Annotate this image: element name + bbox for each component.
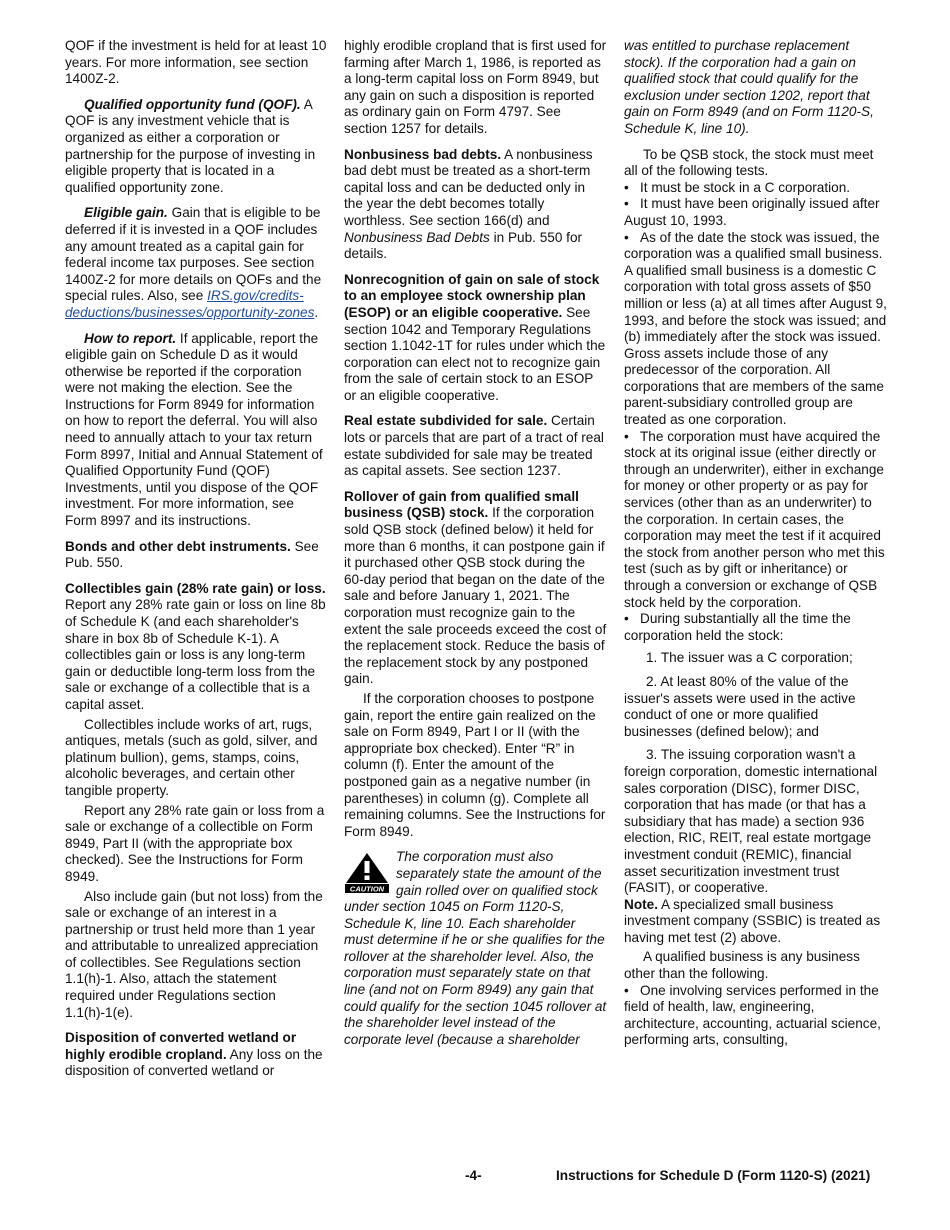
- qsb-tests-intro: [624, 147, 887, 180]
- bullet-text: As of the date the stock was issued, the corporation was a qualified small business. A qualified small business is a domestic C corporation with total gross assets of $50 million or less (a) at all times after August 9, 1993, and before the stock was issued; and (b) immediately after the stock was issued. Gross assets include those of any predecessor of the corporation. All corporations that are members of the same parent-subsidiary controlled group are treated as one corporation.: [624, 229, 887, 428]
- qsb-rollover-paragraph-2: [344, 691, 607, 840]
- bullet-text: One involving services performed in the field of health, law, engineering, architecture, accounting, actuarial science, performing arts, consulting,: [624, 982, 881, 1048]
- paragraph-text: Report any 28% rate gain or loss from a sale or exchange of a collectible on Form 8949, Part II (with the appropriate box checked). See the Instructions for Form 8949.: [65, 802, 325, 884]
- paragraph-text: If the corporation chooses to postpone gain, report the entire gain realized on the sale on Form 8949, Part I or II (with the appropriate box checked). Enter “R” in column (f). Enter the amount of the postponed gain as a negative number (in parentheses) in column (g). Complete all remaining columns. See the Instructions for Form 8949.: [344, 690, 606, 839]
- how-to-report-paragraph: [65, 331, 328, 530]
- caution-icon: [344, 851, 390, 893]
- esop-text: See section 1042 and Temporary Regulations section 1.1042-1T for rules under which the corporation can elect not to recognize gain from the sale of certain stock to an ESOP or an eligible cooperative.: [344, 304, 606, 403]
- paragraph-text: A qualified business is any business other than the following.: [624, 949, 860, 982]
- numbered-item: [624, 674, 887, 740]
- collectibles-paragraph-3: [65, 803, 328, 886]
- numbered-text: 1. The issuer was a C corporation;: [646, 650, 853, 666]
- how-to-report-text: If applicable, report the eligible gain on Schedule D as it would otherwise be reported if the corporation were not making the election. See the Instructions for Form 8949 for information on how to report the deferral. You will also need to annually attach to your tax return Form 8997, Initial and Annual Statement of Qualified Opportunity Fund (QOF) Investments, until you dispose of the QOF investment. For more information, see Form 8997 and its instructions.: [65, 330, 323, 529]
- bullet-text: It must have been originally issued after August 10, 1993.: [624, 196, 880, 228]
- qualified-business-intro: [624, 949, 887, 982]
- qsb-rollover-heading: Rollover of gain from qualified small business (QSB) stock.: [344, 488, 579, 521]
- bullet-text: It must be stock in a C corporation.: [640, 179, 851, 195]
- collectibles-paragraph: [65, 581, 328, 714]
- qof-text: A QOF is any investment vehicle that is organized as either a corporation or partnership for the purpose of investing in eligible property that is located in a qualified opportunity zone.: [65, 96, 316, 195]
- eligible-gain-text: Gain that is eligible to be deferred if it is invested in a QOF includes any amount treated as a capital gain for federal income tax purposes. See section 1400Z-2 for more details on QOFs and the special rules. Also, see: [65, 205, 322, 304]
- column-right: [624, 38, 887, 1049]
- bullet-item: • As of the date the stock was issued, the corporation was a qualified small business. A qualified small business is a domestic C corporation with total gross assets of $50 million or less (a) at all times after August 9, 1993, and before the stock was issued; and (b) immediately after the stock was issued. Gross assets include those of any predecessor of the corporation. All corporations that are members of the same parent-subsidiary controlled group are treated as one corporation.: [624, 229, 887, 428]
- paragraph: [344, 38, 607, 138]
- paragraph-text: was entitled to purchase replacement stock). If the corporation had a gain on qualified stock that could qualify for the exclusion under section 1202, report that gain on Form 8949 (and on Form 1120-S, Schedule K, line 10).: [624, 38, 874, 136]
- qsb-rollover-text: If the corporation sold QSB stock (defined below) it held for more than 6 months, it can postpone gain if it purchased other QSB stock during the 60-day period that began on the date of the sale and before January 1, 2021. The corporation must recognize gain to the extent the sale proceeds exceed the cost of the replacement stock. Reduce the basis of the replacement stock by any postponed gain.: [344, 505, 607, 687]
- bullet-item: • It must have been originally issued after August 10, 1993.: [624, 196, 880, 228]
- numbered-item: [624, 747, 887, 896]
- column-left: [65, 38, 328, 1089]
- collectibles-paragraph-4: [65, 889, 328, 1022]
- qsb-rollover-paragraph: [344, 489, 607, 688]
- note-heading: Note.: [624, 896, 658, 912]
- paragraph-text: QOF if the investment is held for at least 10 years. For more information, see section 1400Z-2.: [65, 38, 327, 87]
- disposition-paragraph: [65, 1030, 328, 1080]
- nonbusiness-bad-debts-paragraph: [344, 147, 607, 263]
- bullet-item: • It must be stock in a C corporation.: [624, 179, 851, 195]
- note-text: A specialized small business investment company (SSBIC) is treated as having met test (2) above.: [624, 896, 881, 945]
- collectibles-heading: Collectibles gain (28% rate gain) or loss.: [65, 580, 326, 596]
- bullet-text: During substantially all the time the corporation held the stock:: [624, 611, 851, 643]
- disposition-heading: Disposition of converted wetland or highly erodible cropland.: [65, 1030, 297, 1062]
- bonds-paragraph: [65, 539, 328, 572]
- bonds-text: See Pub. 550.: [65, 538, 319, 571]
- bonds-heading: Bonds and other debt instruments.: [65, 538, 291, 554]
- paragraph-text: Collectibles include works of art, rugs, antiques, metals (such as gold, silver, and platinum bullion), gems, stamps, coins, alcoholic beverages, and certain other tangible property.: [65, 716, 318, 798]
- disposition-text: Any loss on the disposition of converted wetland or: [65, 1046, 323, 1079]
- eligible-gain-heading: Eligible gain.: [84, 205, 168, 221]
- real-estate-heading: Real estate subdivided for sale.: [344, 413, 548, 429]
- numbered-text: 2. At least 80% of the value of the issuer's assets were used in the active conduct of one or more qualified businesses (defined below); and: [624, 673, 856, 739]
- bullet-item: • The corporation must have acquired the stock at its original issue (either directly or through an underwriter), either in exchange for money or other property or as pay for services (other than as an underwriter) to the corporation. In certain cases, the corporation may meet the test if it acquired the stock from another person who met this test (such as by gift or inheritance) or through a conversion or exchange of QSB stock held by the corporation.: [624, 428, 885, 610]
- paragraph-text: highly erodible cropland that is first used for farming after March 1, 1986, is reported as a long-term capital loss on Form 8949, but any gain on such a disposition is reported as ordinary gain on Form 4797. See section 1257 for details.: [344, 38, 607, 136]
- caution-text: The corporation must also separately state the amount of the gain rolled over on qualified stock under section 1045 on Form 1120-S, Schedule K, line 10. Each shareholder must determine if he or she qualifies for the rollover at the shareholder level. Also, the corporation must separately state on that line (and not on Form 8949) any gain that could qualify for the section 1045 rollover at the shareholder level instead of the corporate level (because a shareholder: [344, 849, 607, 1047]
- bullet-text: The corporation must have acquired the stock at its original issue (either directly or through an underwriter), either in exchange for money or other property or as pay for services (other than as an underwriter) to the corporation. In certain cases, the corporation may meet the test if it acquired the stock from another person who met this test (such as by gift or inheritance) or through a conversion or exchange of QSB stock held by the corporation.: [624, 428, 885, 610]
- paragraph-text: Also include gain (but not loss) from the sale or exchange of an interest in a partnership or trust held more than 1 year and attributable to unrealized appreciation of collectibles. See Regulations section 1.1(h)-1. Also, attach the statement required under Regulations section 1.1(h)-1(e).: [65, 888, 323, 1020]
- paragraph-text: To be QSB stock, the stock must meet all of the following tests.: [624, 146, 874, 179]
- nonbusiness-bad-debts-text: A nonbusiness bad debt must be treated as a short-term capital loss and can be deducted only in the year the debt becomes totally worthless. See section 166(d) and: [344, 146, 593, 228]
- paragraph: [65, 38, 328, 88]
- column-middle: [344, 38, 607, 1048]
- paragraph-text: in Pub. 550 for details.: [344, 229, 583, 262]
- bullet-item: • During substantially all the time the corporation held the stock:: [624, 611, 851, 643]
- real-estate-text: Certain lots or parcels that are part of a tract of real estate subdivided for sale may be treated as capital assets. See section 1237.: [344, 413, 604, 479]
- numbered-item: [624, 650, 887, 667]
- bullet-item: • One involving services performed in the field of health, law, engineering, architecture, accounting, actuarial science, performing arts, consulting,: [624, 982, 881, 1048]
- numbered-text: 3. The issuing corporation wasn't a foreign corporation, domestic international sales corporation (DISC), former DISC, corporation that has made (or that has a subsidiary that has made) a section 936 election, RIC, REIT, real estate mortgage investment conduit (REMIC), financial asset securitization investment trust (FASIT), or cooperative.: [624, 747, 878, 896]
- how-to-report-heading: How to report.: [84, 330, 177, 346]
- collectibles-text: Report any 28% rate gain or loss on line 8b of Schedule K (and each shareholder's share in box 8b of Schedule K-1). A collectibles gain or loss is any long-term gain or deductible long-term loss from the sale or exchange of a collectible that is a capital asset.: [65, 597, 326, 712]
- caution-note: [344, 849, 607, 1048]
- real-estate-paragraph: [344, 413, 607, 479]
- qof-paragraph: [65, 97, 328, 197]
- qof-heading: Qualified opportunity fund (QOF).: [84, 96, 301, 112]
- document-title: Instructions for Schedule D (Form 1120-S) (2021): [556, 1168, 871, 1183]
- note-paragraph: [624, 897, 887, 947]
- collectibles-paragraph-2: [65, 717, 328, 800]
- eligible-gain-paragraph: Eligible gain. Gain that is eligible to be deferred if it is invested in a QOF includes any amount treated as a capital gain for federal income tax purposes. See section 1400Z-2 for more details on QOFs and the special rules. Also, see IRS.gov/credits-deductions/businesses/opportunity-zones.: [65, 205, 322, 320]
- nonbusiness-bad-debts-heading: Nonbusiness bad debts.: [344, 146, 502, 162]
- page-number: -4-: [465, 1168, 482, 1183]
- paragraph: [624, 38, 887, 138]
- caution-label: CAUTION: [349, 884, 385, 894]
- pub-reference: Nonbusiness Bad Debts: [344, 229, 490, 245]
- esop-paragraph: [344, 272, 607, 405]
- opportunity-zones-link[interactable]: IRS.gov/credits-deductions/businesses/opportunity-zones: [65, 288, 315, 320]
- esop-heading: Nonrecognition of gain on sale of stock to an employee stock ownership plan (ESOP) or an eligible cooperative.: [344, 271, 600, 320]
